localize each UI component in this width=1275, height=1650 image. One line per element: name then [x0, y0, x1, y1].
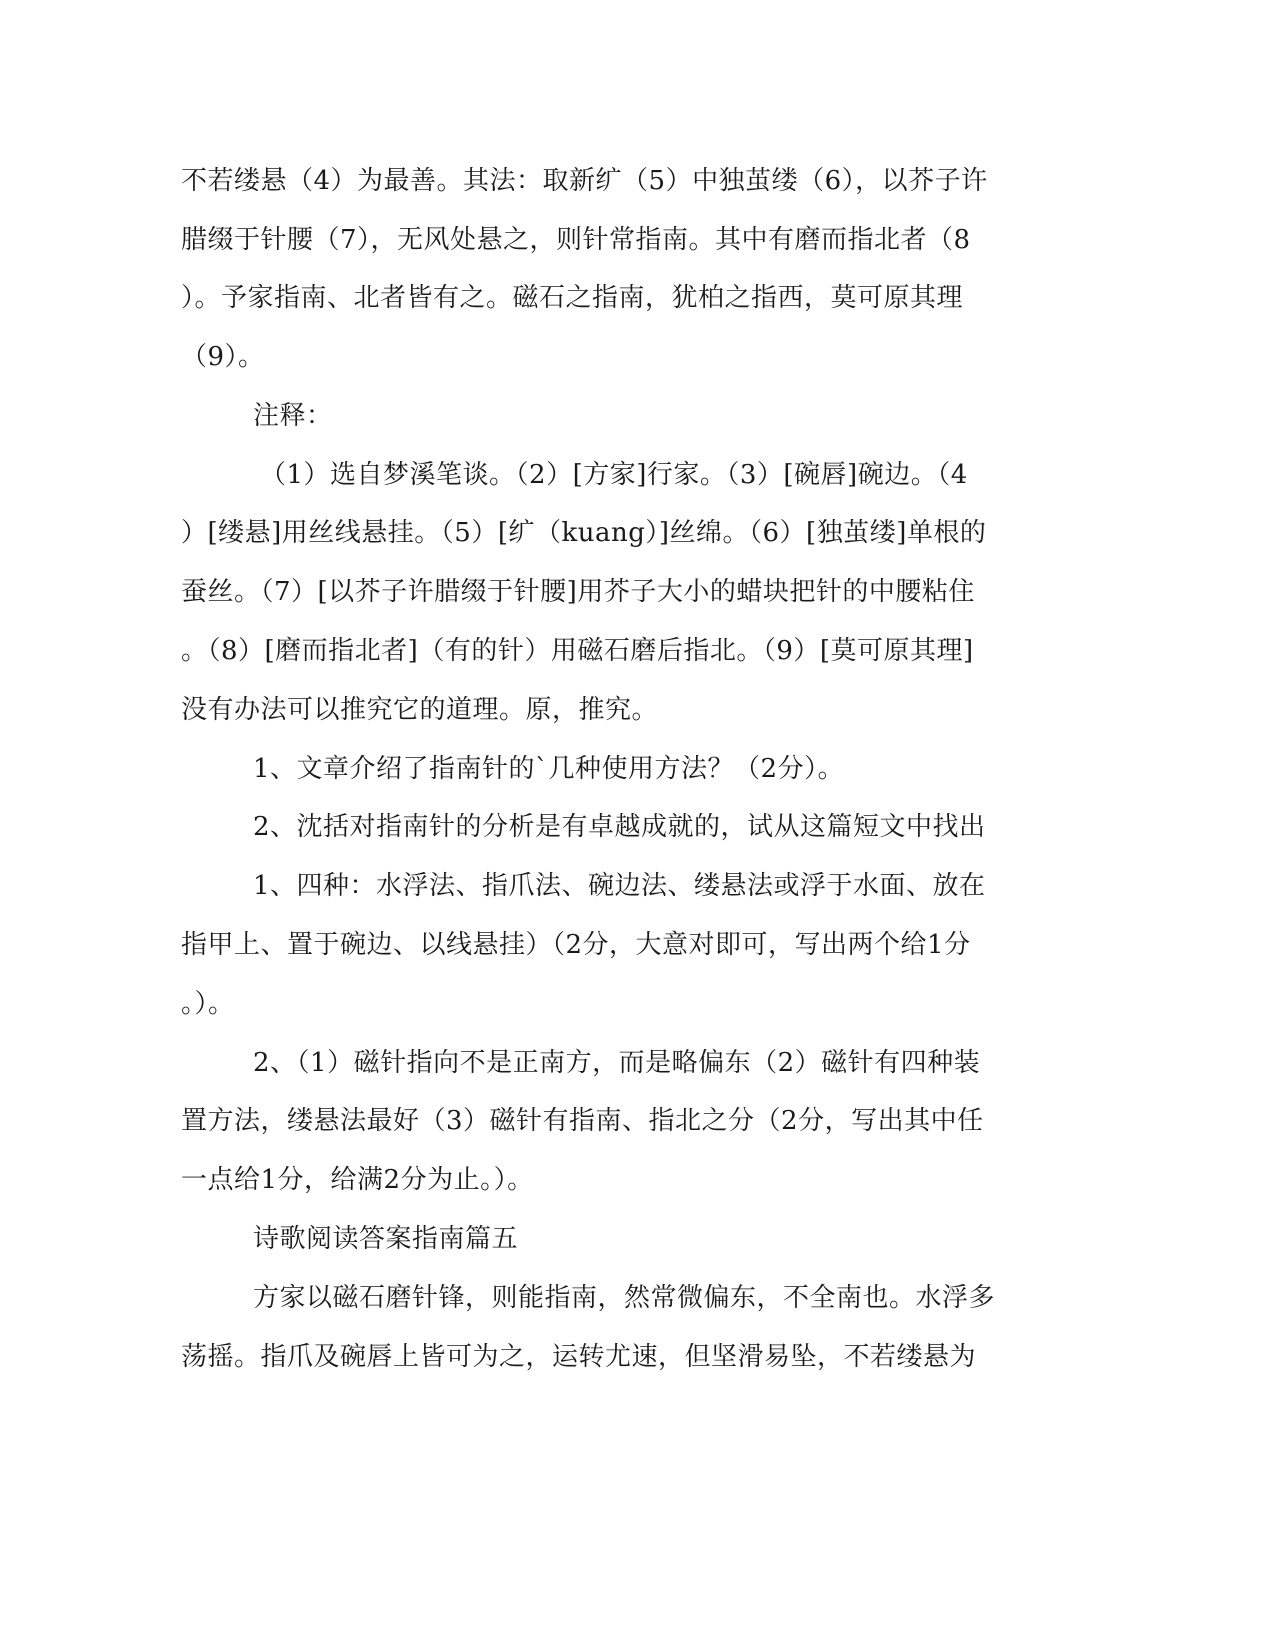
answer-line: 指甲上、置于碗边、以线悬挂）（2分，大意对即可，写出两个给1分 — [181, 930, 971, 960]
question-line: 2、沈括对指南针的分析是有卓越成就的，试从这篇短文中找出 — [253, 812, 986, 842]
answer-line: 2、（1）磁针指向不是正南方，而是略偏东（2）磁针有四种装 — [253, 1048, 981, 1078]
text-line: （9）。 — [181, 342, 265, 372]
question-line: 1、文章介绍了指南针的`几种使用方法？（2分）。 — [253, 754, 845, 784]
answer-line: 1、四种：水浮法、指爪法、碗边法、缕悬法或浮于水面、放在 — [253, 871, 986, 901]
text-line: 方家以磁石磨针锋，则能指南，然常微偏东，不全南也。水浮多 — [253, 1283, 996, 1313]
section-label: 注释： — [253, 401, 333, 431]
section-heading: 诗歌阅读答案指南篇五 — [253, 1224, 519, 1254]
text-line: 腊缀于针腰（7），无风处悬之，则针常指南。其中有磨而指北者（8 — [181, 225, 971, 255]
text-line: 荡摇。指爪及碗唇上皆可为之，运转尤速，但坚滑易坠，不若缕悬为 — [181, 1342, 977, 1372]
text-line: 蚕丝。（7）[以芥子许腊缀于针腰]用芥子大小的蜡块把针的中腰粘住 — [181, 577, 975, 607]
answer-line: 置方法，缕悬法最好（3）磁针有指南、指北之分（2分，写出其中任 — [181, 1106, 984, 1136]
text-line: 不若缕悬（4）为最善。其法：取新纩（5）中独茧缕（6），以芥子许 — [181, 166, 988, 196]
answer-line: 。）。 — [181, 989, 235, 1019]
answer-line: 一点给1分，给满2分为止。）。 — [181, 1165, 534, 1195]
text-line: 没有办法可以推究它的道理。原，推究。 — [181, 695, 659, 725]
text-line: （1）选自梦溪笔谈。（2）[方家]行家。（3）[碗唇]碗边。（4 — [260, 460, 968, 490]
text-line: ）[缕悬]用丝线悬挂。（5）[纩（kuang）]丝绵。（6）[独茧缕]单根的 — [181, 518, 987, 548]
text-line: 。（8）[磨而指北者]（有的针）用磁石磨后指北。（9）[莫可原其理] — [181, 636, 974, 666]
text-line: ）。予家指南、北者皆有之。磁石之指南，犹柏之指西，莫可原其理 — [181, 283, 964, 313]
